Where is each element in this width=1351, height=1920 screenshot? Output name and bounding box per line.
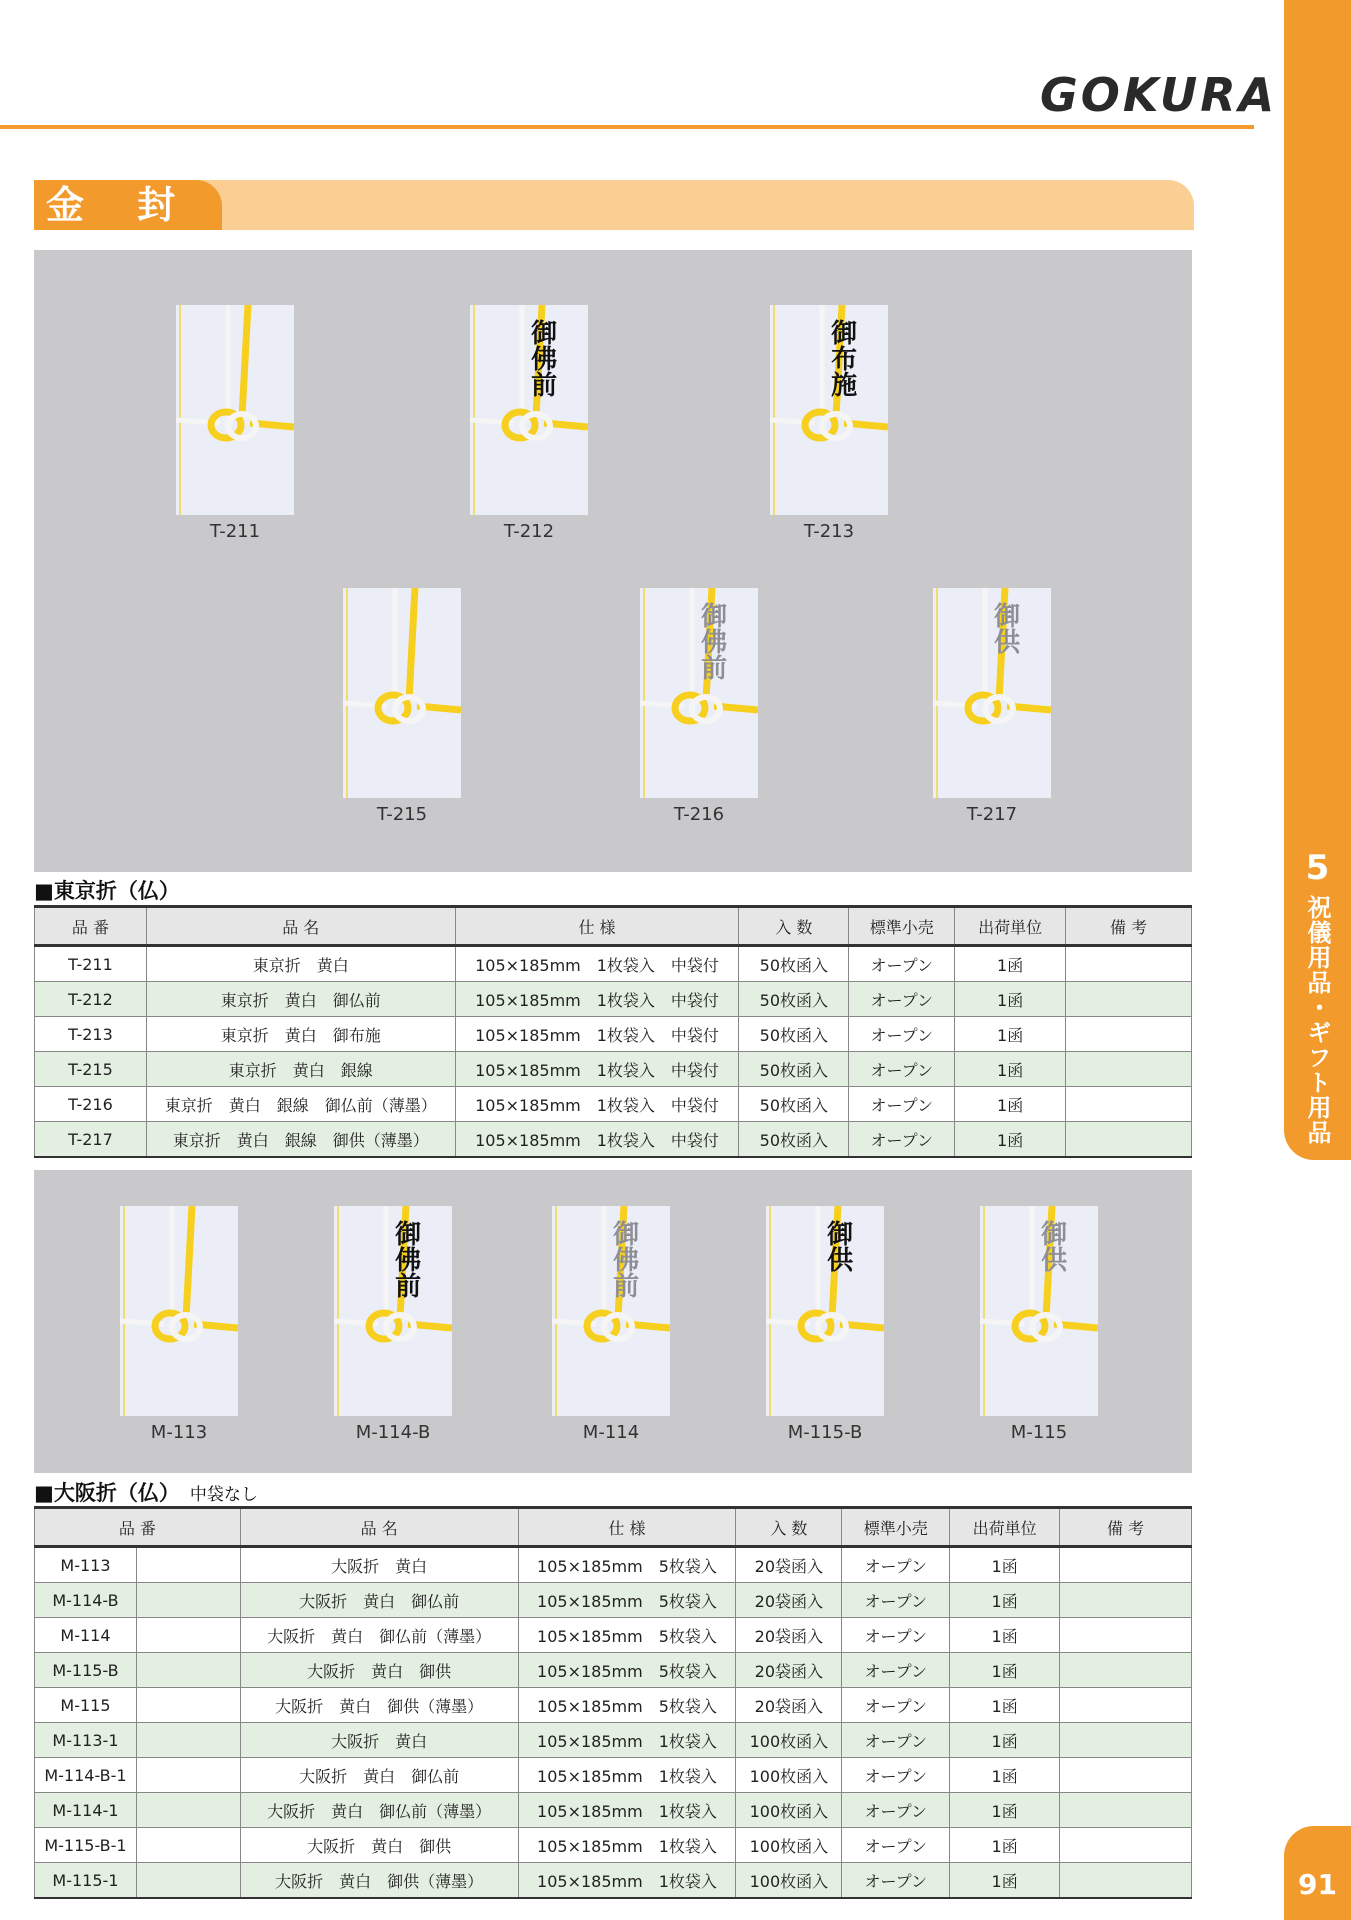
tokyo-product-label: T-212 — [503, 521, 555, 542]
osaka-table-cell: オープン — [842, 1653, 950, 1688]
osaka-table-cell: 100枚函入 — [736, 1723, 842, 1758]
osaka-product-label: M-113 — [150, 1422, 208, 1443]
osaka-table-cell: M-114-B — [35, 1583, 137, 1618]
tokyo-table-title: ■東京折（仏） — [34, 879, 180, 903]
osaka-table-cell: オープン — [842, 1793, 950, 1828]
tokyo-table-cell: T-215 — [35, 1052, 147, 1087]
osaka-table-cell: 105×185mm 5枚袋入 — [518, 1618, 736, 1653]
osaka-table-cell: 1函 — [950, 1863, 1060, 1899]
osaka-table-row — [35, 1547, 1192, 1583]
osaka-table-cell: 105×185mm 1枚袋入 — [518, 1863, 736, 1899]
osaka-table-cell: 1函 — [950, 1723, 1060, 1758]
osaka-table-cell: 20袋函入 — [736, 1547, 842, 1583]
osaka-envelope-inscription: 御供 — [1036, 1220, 1067, 1272]
osaka-table-cell: オープン — [842, 1547, 950, 1583]
osaka-table-cell: 1函 — [950, 1618, 1060, 1653]
osaka-table-cell: 大阪折 黄白 — [240, 1723, 518, 1758]
tokyo-table-row — [35, 1017, 1192, 1052]
tokyo-header-cell: 出荷単位 — [955, 907, 1066, 946]
tokyo-table-cell: 50枚函入 — [739, 1017, 849, 1052]
tokyo-header-cell: 品 名 — [146, 907, 455, 946]
osaka-table-cell — [1060, 1863, 1192, 1899]
tokyo-table-cell: 1函 — [955, 982, 1066, 1017]
osaka-table-cell: オープン — [842, 1583, 950, 1618]
tokyo-table-cell: オープン — [849, 946, 955, 982]
tokyo-table-cell: T-217 — [35, 1122, 147, 1158]
tokyo-table-cell: オープン — [849, 982, 955, 1017]
osaka-table-cell: M-113 — [35, 1547, 137, 1583]
osaka-table-cell: 大阪折 黄白 御供 — [240, 1828, 518, 1863]
osaka-table-cell: オープン — [842, 1618, 950, 1653]
chapter-label: 祝儀用品・ギフト用品 — [1303, 895, 1331, 1145]
tokyo-table-cell: T-212 — [35, 982, 147, 1017]
osaka-table-cell — [136, 1863, 240, 1899]
osaka-table-cell — [136, 1653, 240, 1688]
tokyo-table-cell: 1函 — [955, 1087, 1066, 1122]
tokyo-table-row — [35, 1122, 1192, 1158]
tokyo-envelope-inscription: 御供 — [989, 602, 1020, 654]
tokyo-table-cell: 50枚函入 — [739, 1087, 849, 1122]
osaka-table-cell: M-115-1 — [35, 1863, 137, 1899]
osaka-header-cell: 品 名 — [240, 1508, 518, 1547]
osaka-table-cell: 105×185mm 1枚袋入 — [518, 1758, 736, 1793]
osaka-table-cell: 105×185mm 5枚袋入 — [518, 1583, 736, 1618]
tokyo-table-cell: 1函 — [955, 1052, 1066, 1087]
osaka-table-cell: 105×185mm 5枚袋入 — [518, 1688, 736, 1723]
tokyo-table-cell: T-213 — [35, 1017, 147, 1052]
tokyo-table-cell: 東京折 黄白 銀線 — [146, 1052, 455, 1087]
osaka-table-row — [35, 1618, 1192, 1653]
osaka-envelope-image — [552, 1206, 670, 1416]
tokyo-table-cell: 105×185mm 1枚袋入 中袋付 — [455, 1052, 739, 1087]
osaka-spec-table — [34, 1506, 1192, 1899]
osaka-table-cell — [1060, 1758, 1192, 1793]
tokyo-table-cell: 1函 — [955, 946, 1066, 982]
osaka-table-row — [35, 1863, 1192, 1899]
osaka-envelope-inscription: 御供 — [822, 1220, 853, 1272]
osaka-table-cell — [1060, 1828, 1192, 1863]
osaka-table-cell — [136, 1793, 240, 1828]
osaka-table-cell: 100枚函入 — [736, 1793, 842, 1828]
tokyo-product-label: T-215 — [376, 804, 428, 825]
tokyo-envelope-image — [343, 588, 461, 798]
osaka-table-row — [35, 1688, 1192, 1723]
osaka-table-cell — [1060, 1583, 1192, 1618]
osaka-table-cell — [1060, 1723, 1192, 1758]
osaka-title-text: ■大阪折（仏） — [34, 1481, 180, 1505]
tokyo-table-cell — [1066, 982, 1192, 1017]
tokyo-envelope-inscription: 御佛前 — [696, 602, 727, 680]
tokyo-header-cell: 仕 様 — [455, 907, 739, 946]
osaka-table-cell: 20袋函入 — [736, 1653, 842, 1688]
tokyo-table-cell: オープン — [849, 1122, 955, 1158]
osaka-envelope-image — [980, 1206, 1098, 1416]
osaka-table-cell — [1060, 1618, 1192, 1653]
tokyo-table-cell: 105×185mm 1枚袋入 中袋付 — [455, 1017, 739, 1052]
header-divider — [0, 125, 1254, 129]
osaka-table-cell: M-115-B-1 — [35, 1828, 137, 1863]
tokyo-header-cell: 標準小売 — [849, 907, 955, 946]
tokyo-table-cell: 50枚函入 — [739, 946, 849, 982]
osaka-table-cell: オープン — [842, 1863, 950, 1899]
tokyo-table-cell — [1066, 946, 1192, 982]
osaka-table-cell: 105×185mm 1枚袋入 — [518, 1793, 736, 1828]
tokyo-table-cell: 東京折 黄白 銀線 御仏前（薄墨） — [146, 1087, 455, 1122]
osaka-envelope-inscription: 御佛前 — [390, 1220, 421, 1298]
osaka-table-cell: 105×185mm 1枚袋入 — [518, 1828, 736, 1863]
tokyo-table-row — [35, 1052, 1192, 1087]
osaka-table-cell: オープン — [842, 1688, 950, 1723]
osaka-header-cell: 標準小売 — [842, 1508, 950, 1547]
osaka-table-cell — [136, 1547, 240, 1583]
osaka-table-cell: 大阪折 黄白 御仏前（薄墨） — [240, 1793, 518, 1828]
tokyo-table-cell: 105×185mm 1枚袋入 中袋付 — [455, 946, 739, 982]
osaka-table-cell: 1函 — [950, 1688, 1060, 1723]
osaka-table-cell: 大阪折 黄白 御仏前 — [240, 1758, 518, 1793]
tokyo-envelope-image — [933, 588, 1051, 798]
osaka-table-cell: 100枚函入 — [736, 1758, 842, 1793]
osaka-table-cell: M-114 — [35, 1618, 137, 1653]
osaka-table-cell: 105×185mm 1枚袋入 — [518, 1723, 736, 1758]
tokyo-header-cell: 入 数 — [739, 907, 849, 946]
osaka-envelope-image — [120, 1206, 238, 1416]
tokyo-product-label: T-217 — [966, 804, 1018, 825]
osaka-table-cell — [136, 1688, 240, 1723]
tokyo-table-cell: オープン — [849, 1087, 955, 1122]
osaka-table-cell — [136, 1723, 240, 1758]
brand-logo: GOKURA — [1040, 68, 1278, 122]
page-number: 91 — [1298, 1868, 1337, 1901]
tokyo-spec-table — [34, 905, 1192, 1158]
tokyo-table-cell: 東京折 黄白 — [146, 946, 455, 982]
osaka-table-cell: M-113-1 — [35, 1723, 137, 1758]
chapter-number: 5 — [1305, 848, 1330, 888]
osaka-table-cell: 1函 — [950, 1828, 1060, 1863]
osaka-table-cell: 1函 — [950, 1583, 1060, 1618]
osaka-table-cell: 105×185mm 5枚袋入 — [518, 1653, 736, 1688]
osaka-table-cell: 1函 — [950, 1793, 1060, 1828]
osaka-table-title — [34, 1477, 258, 1507]
tokyo-table-row — [35, 946, 1192, 982]
tokyo-table-cell: 50枚函入 — [739, 1122, 849, 1158]
tokyo-table-cell — [1066, 1122, 1192, 1158]
osaka-table-cell: オープン — [842, 1828, 950, 1863]
osaka-table-cell: 大阪折 黄白 御供（薄墨） — [240, 1688, 518, 1723]
osaka-table-cell: 1函 — [950, 1653, 1060, 1688]
osaka-product-label: M-114-B — [355, 1422, 431, 1443]
osaka-table-cell — [1060, 1547, 1192, 1583]
osaka-table-cell — [1060, 1688, 1192, 1723]
tokyo-table-cell: オープン — [849, 1017, 955, 1052]
osaka-table-cell — [136, 1583, 240, 1618]
osaka-header-cell: 入 数 — [736, 1508, 842, 1547]
tokyo-product-label: T-211 — [209, 521, 261, 542]
tokyo-table-cell: 105×185mm 1枚袋入 中袋付 — [455, 1087, 739, 1122]
osaka-table-row — [35, 1583, 1192, 1618]
tokyo-table-cell — [1066, 1017, 1192, 1052]
osaka-product-label: M-115-B — [787, 1422, 863, 1443]
osaka-table-cell: 1函 — [950, 1758, 1060, 1793]
osaka-header-cell: 出荷単位 — [950, 1508, 1060, 1547]
osaka-table-cell — [1060, 1653, 1192, 1688]
osaka-table-cell: 100枚函入 — [736, 1828, 842, 1863]
osaka-table-cell: 20袋函入 — [736, 1688, 842, 1723]
tokyo-table-cell: 1函 — [955, 1017, 1066, 1052]
tokyo-header-cell: 備 考 — [1066, 907, 1192, 946]
osaka-table-row — [35, 1653, 1192, 1688]
osaka-table-row — [35, 1793, 1192, 1828]
osaka-table-cell: 大阪折 黄白 御仏前（薄墨） — [240, 1618, 518, 1653]
tokyo-envelope-inscription: 御布施 — [826, 319, 857, 397]
osaka-table-cell: 20袋函入 — [736, 1583, 842, 1618]
osaka-header-cell: 備 考 — [1060, 1508, 1192, 1547]
tokyo-table-cell: T-211 — [35, 946, 147, 982]
osaka-table-cell — [136, 1828, 240, 1863]
tokyo-table-cell: 50枚函入 — [739, 1052, 849, 1087]
tokyo-table-cell — [1066, 1052, 1192, 1087]
tokyo-table-cell — [1066, 1087, 1192, 1122]
tokyo-table-cell: 50枚函入 — [739, 982, 849, 1017]
tokyo-table-cell: 東京折 黄白 御布施 — [146, 1017, 455, 1052]
section-title: 金 封 — [34, 180, 222, 230]
tokyo-table-cell: 東京折 黄白 銀線 御供（薄墨） — [146, 1122, 455, 1158]
tokyo-table-cell: 105×185mm 1枚袋入 中袋付 — [455, 982, 739, 1017]
osaka-table-cell: オープン — [842, 1723, 950, 1758]
osaka-table-cell: 1函 — [950, 1547, 1060, 1583]
tokyo-table-cell: T-216 — [35, 1087, 147, 1122]
osaka-table-cell: 大阪折 黄白 — [240, 1547, 518, 1583]
osaka-table-cell: M-115-B — [35, 1653, 137, 1688]
osaka-table-row — [35, 1723, 1192, 1758]
tokyo-table-row — [35, 982, 1192, 1017]
tokyo-envelope-image — [176, 305, 294, 515]
osaka-table-cell: 100枚函入 — [736, 1863, 842, 1899]
tokyo-product-label: T-216 — [673, 804, 725, 825]
osaka-table-row — [35, 1758, 1192, 1793]
tokyo-envelope-image — [770, 305, 888, 515]
osaka-table-cell: M-114-1 — [35, 1793, 137, 1828]
osaka-header-cell: 仕 様 — [518, 1508, 736, 1547]
osaka-table-cell: M-115 — [35, 1688, 137, 1723]
tokyo-table-cell: オープン — [849, 1052, 955, 1087]
tokyo-envelope-inscription: 御佛前 — [526, 319, 557, 397]
tokyo-product-label: T-213 — [803, 521, 855, 542]
tokyo-envelope-image — [470, 305, 588, 515]
osaka-envelope-image — [334, 1206, 452, 1416]
osaka-table-cell: 105×185mm 5枚袋入 — [518, 1547, 736, 1583]
tokyo-table-cell: 東京折 黄白 御仏前 — [146, 982, 455, 1017]
tokyo-header-cell: 品 番 — [35, 907, 147, 946]
osaka-header-cell: 品 番 — [35, 1508, 241, 1547]
osaka-table-cell: 大阪折 黄白 御供（薄墨） — [240, 1863, 518, 1899]
osaka-envelope-inscription: 御佛前 — [608, 1220, 639, 1298]
tokyo-table-cell: 1函 — [955, 1122, 1066, 1158]
osaka-product-label: M-114 — [582, 1422, 640, 1443]
tokyo-table-row — [35, 1087, 1192, 1122]
osaka-table-cell — [1060, 1793, 1192, 1828]
osaka-table-cell: 大阪折 黄白 御仏前 — [240, 1583, 518, 1618]
tokyo-envelope-image — [640, 588, 758, 798]
osaka-table-cell: M-114-B-1 — [35, 1758, 137, 1793]
osaka-table-cell: 大阪折 黄白 御供 — [240, 1653, 518, 1688]
osaka-table-cell: 20袋函入 — [736, 1618, 842, 1653]
osaka-product-label: M-115 — [1010, 1422, 1068, 1443]
osaka-table-cell — [136, 1758, 240, 1793]
osaka-table-cell — [136, 1618, 240, 1653]
tokyo-table-cell: 105×185mm 1枚袋入 中袋付 — [455, 1122, 739, 1158]
osaka-subtitle: 中袋なし — [189, 1485, 258, 1505]
osaka-table-cell: オープン — [842, 1758, 950, 1793]
osaka-table-row — [35, 1828, 1192, 1863]
osaka-envelope-image — [766, 1206, 884, 1416]
